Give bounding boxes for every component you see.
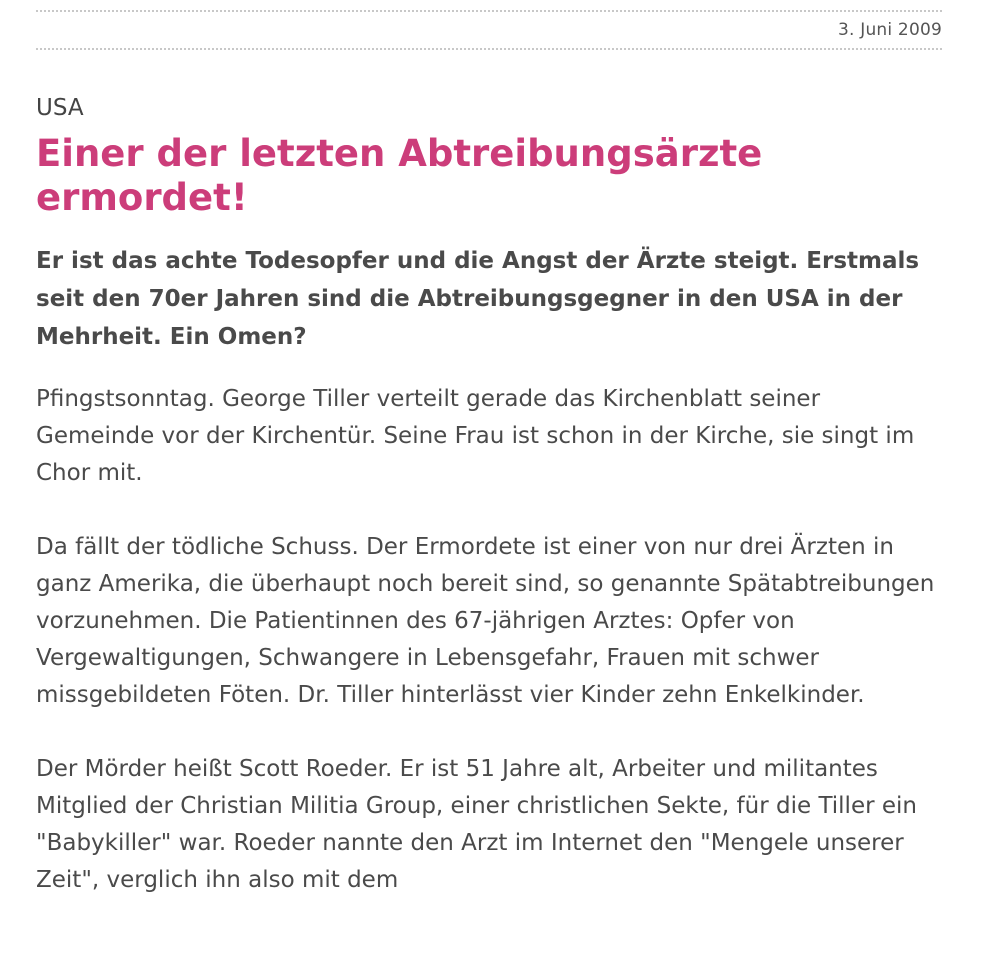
article-date: 3. Juni 2009 [838,20,942,40]
article-headline: Einer der letzten Abtreibungsärzte ermordet! [36,132,763,219]
body-paragraph: Pfingstsonntag. George Tiller verteilt gerade das Kirchenblatt seiner Gemeinde vor der Kirchentür. Seine Frau ist schon in der Kirche, sie singt im Chor mit. [36,386,915,486]
body-paragraph: Da fällt der tödliche Schuss. Der Ermordete ist einer von nur drei Ärzten in ganz Amerika, die überhaupt noch bereit sind, so genannte Spätabtreibungen vorzunehmen. Die Patientinnen des 67-jährigen Arztes: Opfer von Vergewaltigungen, Schwangere in Lebensgefahr, Frauen mit schwer missgebildeten Föten. Dr. Tiller hinterlässt vier Kinder zehn Enkelkinder. [36,534,935,708]
date-bar [36,10,942,50]
article-kicker: USA [36,95,84,121]
article [36,0,942,936]
article-body [36,381,942,899]
body-paragraph: Der Mörder heißt Scott Roeder. Er ist 51 Jahre alt, Arbeiter und militantes Mitglied der Christian Militia Group, einer christlichen Sekte, für die Tiller ein "Babykiller" war. Roeder nannte den Arzt im Internet den "Mengele unserer Zeit", verglich ihn also mit dem [36,756,917,893]
article-lead: Er ist das achte Todesopfer und die Angst der Ärzte steigt. Erstmals seit den 70er Jahren sind die Abtreibungsgegner in den USA in der Mehrheit. Ein Omen? [36,248,920,350]
